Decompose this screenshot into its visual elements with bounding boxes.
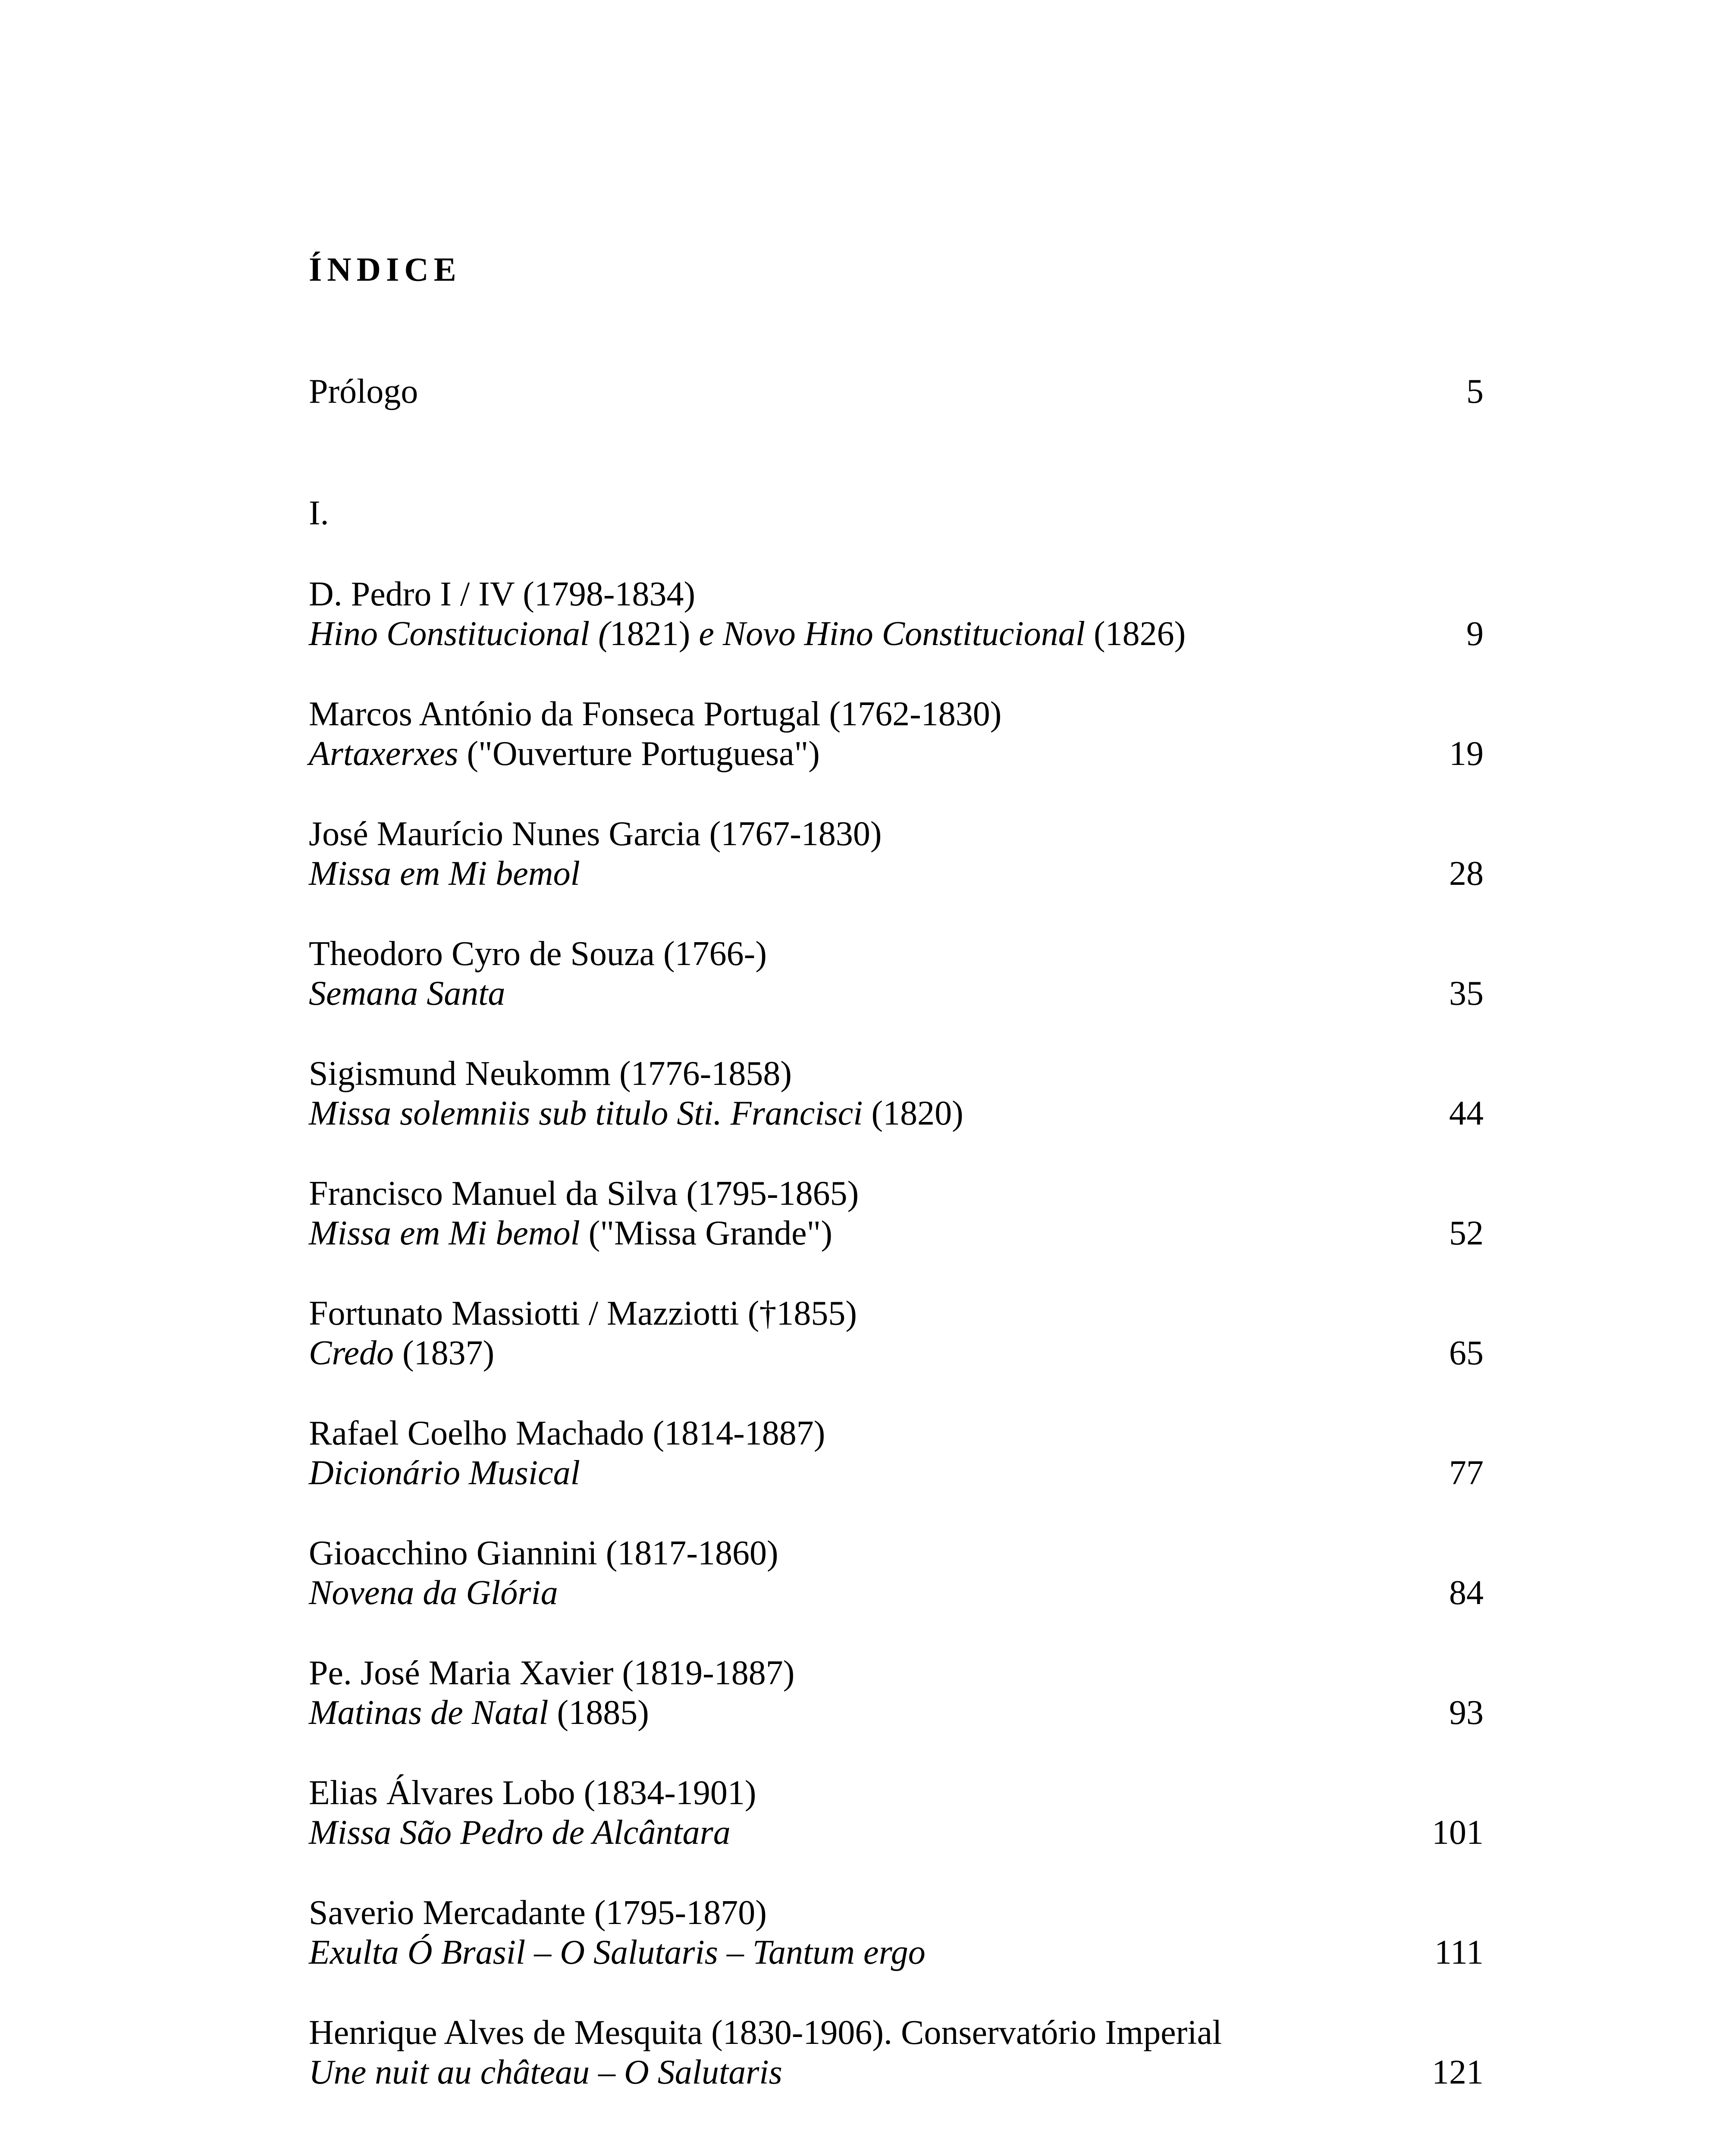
- entry-work-subtitle: ("Missa Grande"): [580, 1214, 832, 1252]
- entry-work-title: Missa em Mi bemol: [309, 855, 580, 893]
- entry-work-year: 1821): [609, 615, 690, 653]
- prologue-label: Prólogo: [309, 373, 418, 411]
- entry-page: 44: [1449, 1094, 1484, 1132]
- entry-work: [309, 1216, 832, 1250]
- entry-page: 19: [1449, 735, 1484, 773]
- entry-page: 121: [1432, 2053, 1484, 2091]
- entry-page: 28: [1449, 855, 1484, 893]
- section-numeral: I.: [309, 494, 329, 532]
- entry-work: [309, 736, 820, 771]
- entry-page: 77: [1449, 1454, 1484, 1492]
- entry-page: 35: [1449, 975, 1484, 1012]
- entry-composer: Elias Álvares Lobo (1834-1901): [309, 1774, 756, 1812]
- prologue-page: 5: [1466, 373, 1484, 411]
- entry-composer: Theodoro Cyro de Souza (1766-): [309, 935, 767, 973]
- entry-work-year: (1820): [863, 1094, 963, 1132]
- entry-work-year: (1837): [394, 1334, 495, 1372]
- entry-work-title: Novena da Glória: [309, 1574, 558, 1612]
- entry-composer: Gioacchino Giannini (1817-1860): [309, 1534, 778, 1572]
- entry-work: [309, 1695, 649, 1730]
- entry-work-title: Missa solemniis sub titulo Sti. Francisci: [309, 1094, 863, 1132]
- entry-composer: D. Pedro I / IV (1798-1834): [309, 575, 696, 613]
- entry-composer: Fortunato Massiotti / Mazziotti (†1855): [309, 1294, 857, 1332]
- entry-composer: Francisco Manuel da Silva (1795-1865): [309, 1175, 859, 1213]
- entry-composer: Henrique Alves de Mesquita (1830-1906). Conservatório Imperial: [309, 2014, 1222, 2052]
- entry-page: 65: [1449, 1334, 1484, 1372]
- entry-work-title-2: e Novo Hino Constitucional: [690, 615, 1085, 653]
- entry-work-title: Dicionário Musical: [309, 1454, 580, 1492]
- entry-page: 52: [1449, 1214, 1484, 1252]
- entry-page: 84: [1449, 1574, 1484, 1612]
- entry-composer: Pe. José Maria Xavier (1819-1887): [309, 1654, 795, 1692]
- entry-composer: Saverio Mercadante (1795-1870): [309, 1894, 767, 1932]
- entry-work-title: Credo: [309, 1334, 394, 1372]
- entry-work: [309, 617, 1186, 651]
- entry-work-title: Matinas de Natal: [309, 1694, 549, 1732]
- entry-work-year-2: (1826): [1085, 615, 1186, 653]
- entry-work-title: Artaxerxes: [309, 735, 458, 773]
- entry-work: [309, 1096, 963, 1131]
- entry-work-year: (1885): [548, 1694, 649, 1732]
- entry-work-title: Exulta Ó Brasil – O Salutaris – Tantum ergo: [309, 1934, 926, 1971]
- index-title: ÍNDICE: [309, 251, 461, 288]
- entry-work: [309, 1336, 494, 1370]
- entry-work-title: Missa São Pedro de Alcântara: [309, 1814, 731, 1852]
- entry-work-title: Semana Santa: [309, 975, 505, 1012]
- entry-page: 111: [1434, 1934, 1484, 1971]
- entry-work-title: Hino Constitucional (: [309, 615, 610, 653]
- entry-composer: José Maurício Nunes Garcia (1767-1830): [309, 815, 882, 853]
- entry-composer: Marcos António da Fonseca Portugal (1762-1830): [309, 695, 1002, 733]
- entry-page: 93: [1449, 1694, 1484, 1732]
- entry-work-subtitle: ("Ouverture Portuguesa"): [458, 735, 820, 773]
- entry-composer: Rafael Coelho Machado (1814-1887): [309, 1414, 825, 1452]
- entry-work-title: Missa em Mi bemol: [309, 1214, 580, 1252]
- entry-composer: Sigismund Neukomm (1776-1858): [309, 1055, 792, 1093]
- entry-work-title: Une nuit au château – O Salutaris: [309, 2053, 782, 2091]
- entry-page: 101: [1432, 1814, 1484, 1852]
- entry-page: 9: [1466, 615, 1484, 653]
